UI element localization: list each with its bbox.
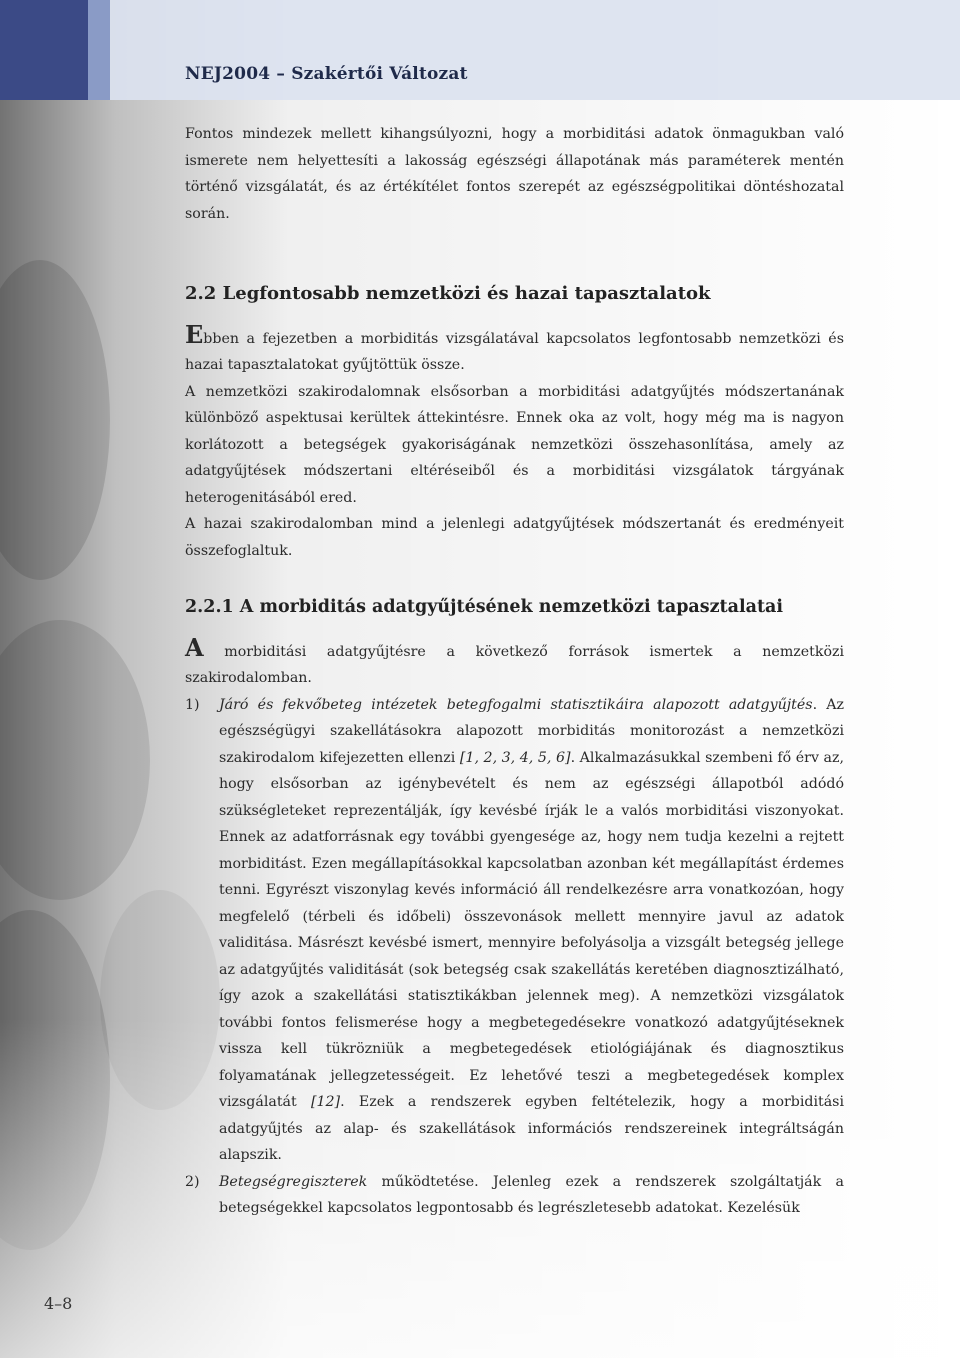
- section-2-2-paragraph-3: A hazai szakirodalomban mind a jelenlegi adatgyűjtések módszertanát és eredményeit összefoglaltuk.: [185, 516, 844, 559]
- section-heading-2-2-1: 2.2.1 A morbiditás adatgyűjtésének nemzetközi tapasztalatai: [185, 597, 784, 617]
- citation: [1, 2, 3, 4, 5, 6]: [459, 749, 571, 766]
- drop-cap: A: [185, 632, 204, 662]
- citation: [12]: [310, 1094, 341, 1110]
- list-item: 2) Betegségregiszterek működtetése. Jelenleg ezek a rendszerek szolgáltatják a betegségekkel kapcsolatos legpontosabb és legrészletesebb adatokat. Kezelésük: [185, 1169, 844, 1222]
- list-item: 1) Járó és fekvőbeteg intézetek betegfogalmi statisztikáira alapozott adatgyűjtés. Az egészségügyi szakellátásokra alapozott morbiditás monitorozást a nemzetközi szakirodalom kifejezetten ellenzi [1, 2, 3, 4, 5, 6]. Alkalmazásukkal szembeni fő érv az, hogy elsősorban az igénybevételt és nem az egészségi állapotból adódó szükségleteket reprezentálják, így kevésbé írják le a valós morbiditási viszonyokat. Ennek az adatforrásnak egy további gyengesége az, hogy nem tudja kezelni a rejtett morbiditást. Ezen megállapításokkal kapcsolatban azonban két megállapítást érdemes tenni. Egyrészt viszonylag kevés információ áll rendelkezésre arra vonatkozóan, hogy megfelelő (térbeli és időbeli) összevonások mellett mennyire javul az adatok validitása. Másrészt kevésbé ismert, mennyire befolyásolja a vizsgált betegség jellege az adatgyűjtés validitását (sok betegség csak szakellátás keretében diagnosztizálható, így azok a szakellátási statisztikákban jelennek meg). A nemzetközi vizsgálatok további fontos felismerése hogy a megbetegedésekre vonatkozó adatgyűjtéseknek vissza kell tükrözniük a megbetegedések etiológiájának és diagnosztikus folyamatának jellegzetességeit. Ez lehetővé teszi a megbetegedések komplex vizsgálatát [12]. Ezek a rendszerek egyben feltételezik, hogy a morbiditási adatgyűjtés az alap- és szakellátások információs rendszereinek integráltságán alapszik.: [185, 692, 844, 1169]
- section-2-2-paragraph-2: A nemzetközi szakirodalomnak elsősorban a morbiditási adatgyűjtés módszertanának különböző aspektusai kerültek áttekintésre. Ennek oka az volt, hogy még ma is nagyon korlátozott a betegségek gyakoriságának nemzetközi összehasonlítása, amely az adatgyűjtések módszertani eltéréseiből és a morbiditási vizsgálatok tárgyának heterogenitásából ered.: [185, 383, 844, 506]
- header-color-bands: [0, 0, 960, 100]
- source-list: [185, 692, 844, 1222]
- item-title: Járó és fekvőbeteg intézetek betegfogalmi statisztikáira alapozott adatgyűjtés: [219, 696, 813, 713]
- running-header: NEJ2004 – Szakértői Változat: [185, 64, 468, 84]
- section-2-2-1-paragraph-1: A morbiditási adatgyűjtésre a következő források ismertek a nemzetközi szakirodalomban.: [185, 632, 844, 686]
- page-number: 4–8: [44, 1294, 73, 1313]
- list-number: 1): [185, 696, 200, 713]
- section-heading-2-2: 2.2 Legfontosabb nemzetközi és hazai tapasztalatok: [185, 283, 711, 304]
- intro-paragraph: Fontos mindezek mellett kihangsúlyozni, hogy a morbiditási adatok önmagukban való ismerete nem helyettesíti a lakosság egészségi állapotának más paraméterek mentén történő vizsgálatát, és az értékítélet fontos szerepét az egészségpolitikai döntéshozatal során.: [185, 126, 844, 222]
- page-body: [185, 118, 844, 1222]
- item-title: Betegségregiszterek: [219, 1173, 368, 1190]
- list-number: 2): [185, 1173, 200, 1190]
- drop-cap: E: [185, 319, 204, 349]
- section-2-2-paragraph-1: Ebben a fejezetben a morbiditás vizsgálatával kapcsolatos legfontosabb nemzetközi és hazai tapasztalatokat gyűjtöttük össze.: [185, 319, 844, 373]
